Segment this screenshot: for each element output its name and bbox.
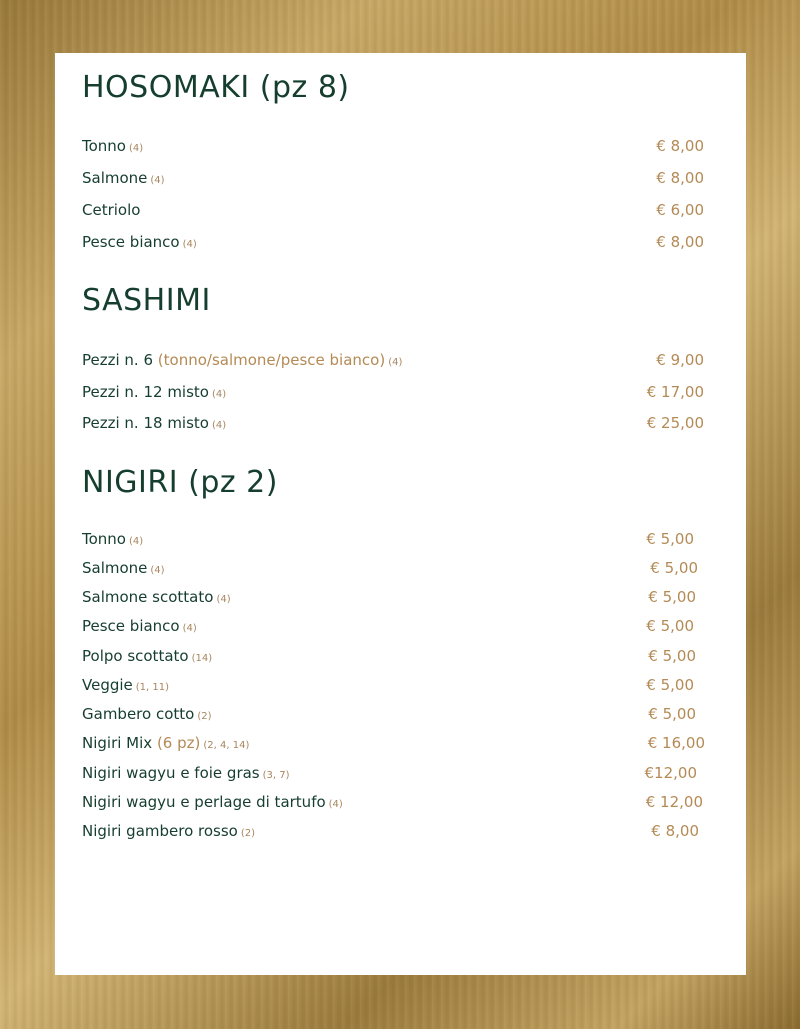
item-price: € 8,00 bbox=[656, 137, 704, 155]
item-price: €12,00 bbox=[644, 764, 697, 782]
item-allergens: (4) bbox=[182, 239, 197, 250]
section-title-sashimi: SASHIMI bbox=[82, 283, 211, 318]
item-allergens: (2, 4, 14) bbox=[203, 740, 250, 751]
item-note: (6 pz) bbox=[156, 734, 201, 752]
item-name: Gambero cotto bbox=[82, 705, 195, 723]
menu-item bbox=[82, 231, 704, 253]
menu-item bbox=[82, 381, 704, 403]
item-name: Veggie bbox=[82, 676, 133, 694]
menu-item bbox=[82, 528, 694, 550]
item-name: Salmone scottato bbox=[82, 588, 214, 606]
item-allergens: (2) bbox=[240, 828, 256, 839]
item-price: € 5,00 bbox=[646, 530, 694, 548]
menu-item bbox=[82, 791, 703, 813]
menu-item bbox=[82, 762, 697, 784]
item-name: Nigiri Mix bbox=[82, 734, 153, 752]
item-price: € 16,00 bbox=[647, 734, 705, 752]
item-name: Nigiri wagyu e perlage di tartufo bbox=[82, 793, 326, 811]
menu-item bbox=[82, 732, 705, 754]
item-name: Nigiri gambero rosso bbox=[82, 822, 238, 840]
item-price: € 8,00 bbox=[656, 169, 704, 187]
item-name: Polpo scottato bbox=[82, 647, 189, 665]
item-price: € 5,00 bbox=[650, 559, 698, 577]
menu-item bbox=[82, 135, 704, 157]
item-price: € 25,00 bbox=[646, 414, 704, 432]
item-price: € 5,00 bbox=[648, 588, 696, 606]
menu-item bbox=[82, 674, 694, 696]
item-allergens: (14) bbox=[191, 653, 213, 664]
item-allergens: (4) bbox=[328, 799, 343, 810]
item-name: Pezzi n. 12 misto bbox=[82, 383, 209, 401]
item-name: Pezzi n. 6 bbox=[82, 351, 154, 369]
section-title-nigiri: NIGIRI (pz 2) bbox=[82, 465, 278, 500]
item-price: € 8,00 bbox=[656, 233, 704, 251]
item-allergens: (4) bbox=[128, 143, 144, 154]
menu-item bbox=[82, 412, 704, 434]
menu-item bbox=[82, 557, 698, 579]
item-allergens: (4) bbox=[128, 536, 144, 547]
item-allergens: (4) bbox=[216, 594, 231, 605]
menu-item bbox=[82, 199, 704, 221]
item-price: € 5,00 bbox=[646, 617, 694, 635]
item-price: € 5,00 bbox=[646, 676, 694, 694]
item-price: € 8,00 bbox=[651, 822, 699, 840]
item-price: € 5,00 bbox=[648, 647, 696, 665]
item-price: € 6,00 bbox=[656, 201, 704, 219]
item-price: € 12,00 bbox=[645, 793, 703, 811]
item-name: Salmone bbox=[82, 169, 148, 187]
item-name: Pezzi n. 18 misto bbox=[82, 414, 209, 432]
item-name: Salmone bbox=[82, 559, 148, 577]
item-name: Tonno bbox=[82, 137, 126, 155]
item-allergens: (4) bbox=[211, 389, 227, 400]
item-price: € 9,00 bbox=[656, 351, 704, 369]
item-allergens: (3, 7) bbox=[262, 770, 290, 781]
menu-item bbox=[82, 167, 704, 189]
item-name: Pesce bianco bbox=[82, 617, 180, 635]
menu-item bbox=[82, 615, 694, 637]
item-name: Tonno bbox=[82, 530, 126, 548]
section-title-hosomaki: HOSOMAKI (pz 8) bbox=[82, 70, 350, 105]
item-allergens: (4) bbox=[150, 175, 165, 186]
item-allergens: (2) bbox=[197, 711, 212, 722]
item-allergens: (4) bbox=[211, 420, 227, 431]
item-note: (tonno/salmone/pesce bianco) bbox=[157, 351, 386, 369]
menu-item bbox=[82, 645, 696, 667]
item-price: € 17,00 bbox=[646, 383, 704, 401]
menu-page bbox=[55, 53, 746, 975]
item-price: € 5,00 bbox=[648, 705, 696, 723]
menu-item bbox=[82, 820, 699, 842]
item-allergens: (4) bbox=[388, 357, 403, 368]
menu-item bbox=[82, 349, 704, 371]
item-name: Cetriolo bbox=[82, 201, 141, 219]
item-allergens: (4) bbox=[150, 565, 165, 576]
item-name: Nigiri wagyu e foie gras bbox=[82, 764, 260, 782]
menu-item bbox=[82, 586, 696, 608]
item-allergens: (4) bbox=[182, 623, 197, 634]
menu-item bbox=[82, 703, 696, 725]
item-name: Pesce bianco bbox=[82, 233, 180, 251]
item-allergens: (1, 11) bbox=[135, 682, 170, 693]
